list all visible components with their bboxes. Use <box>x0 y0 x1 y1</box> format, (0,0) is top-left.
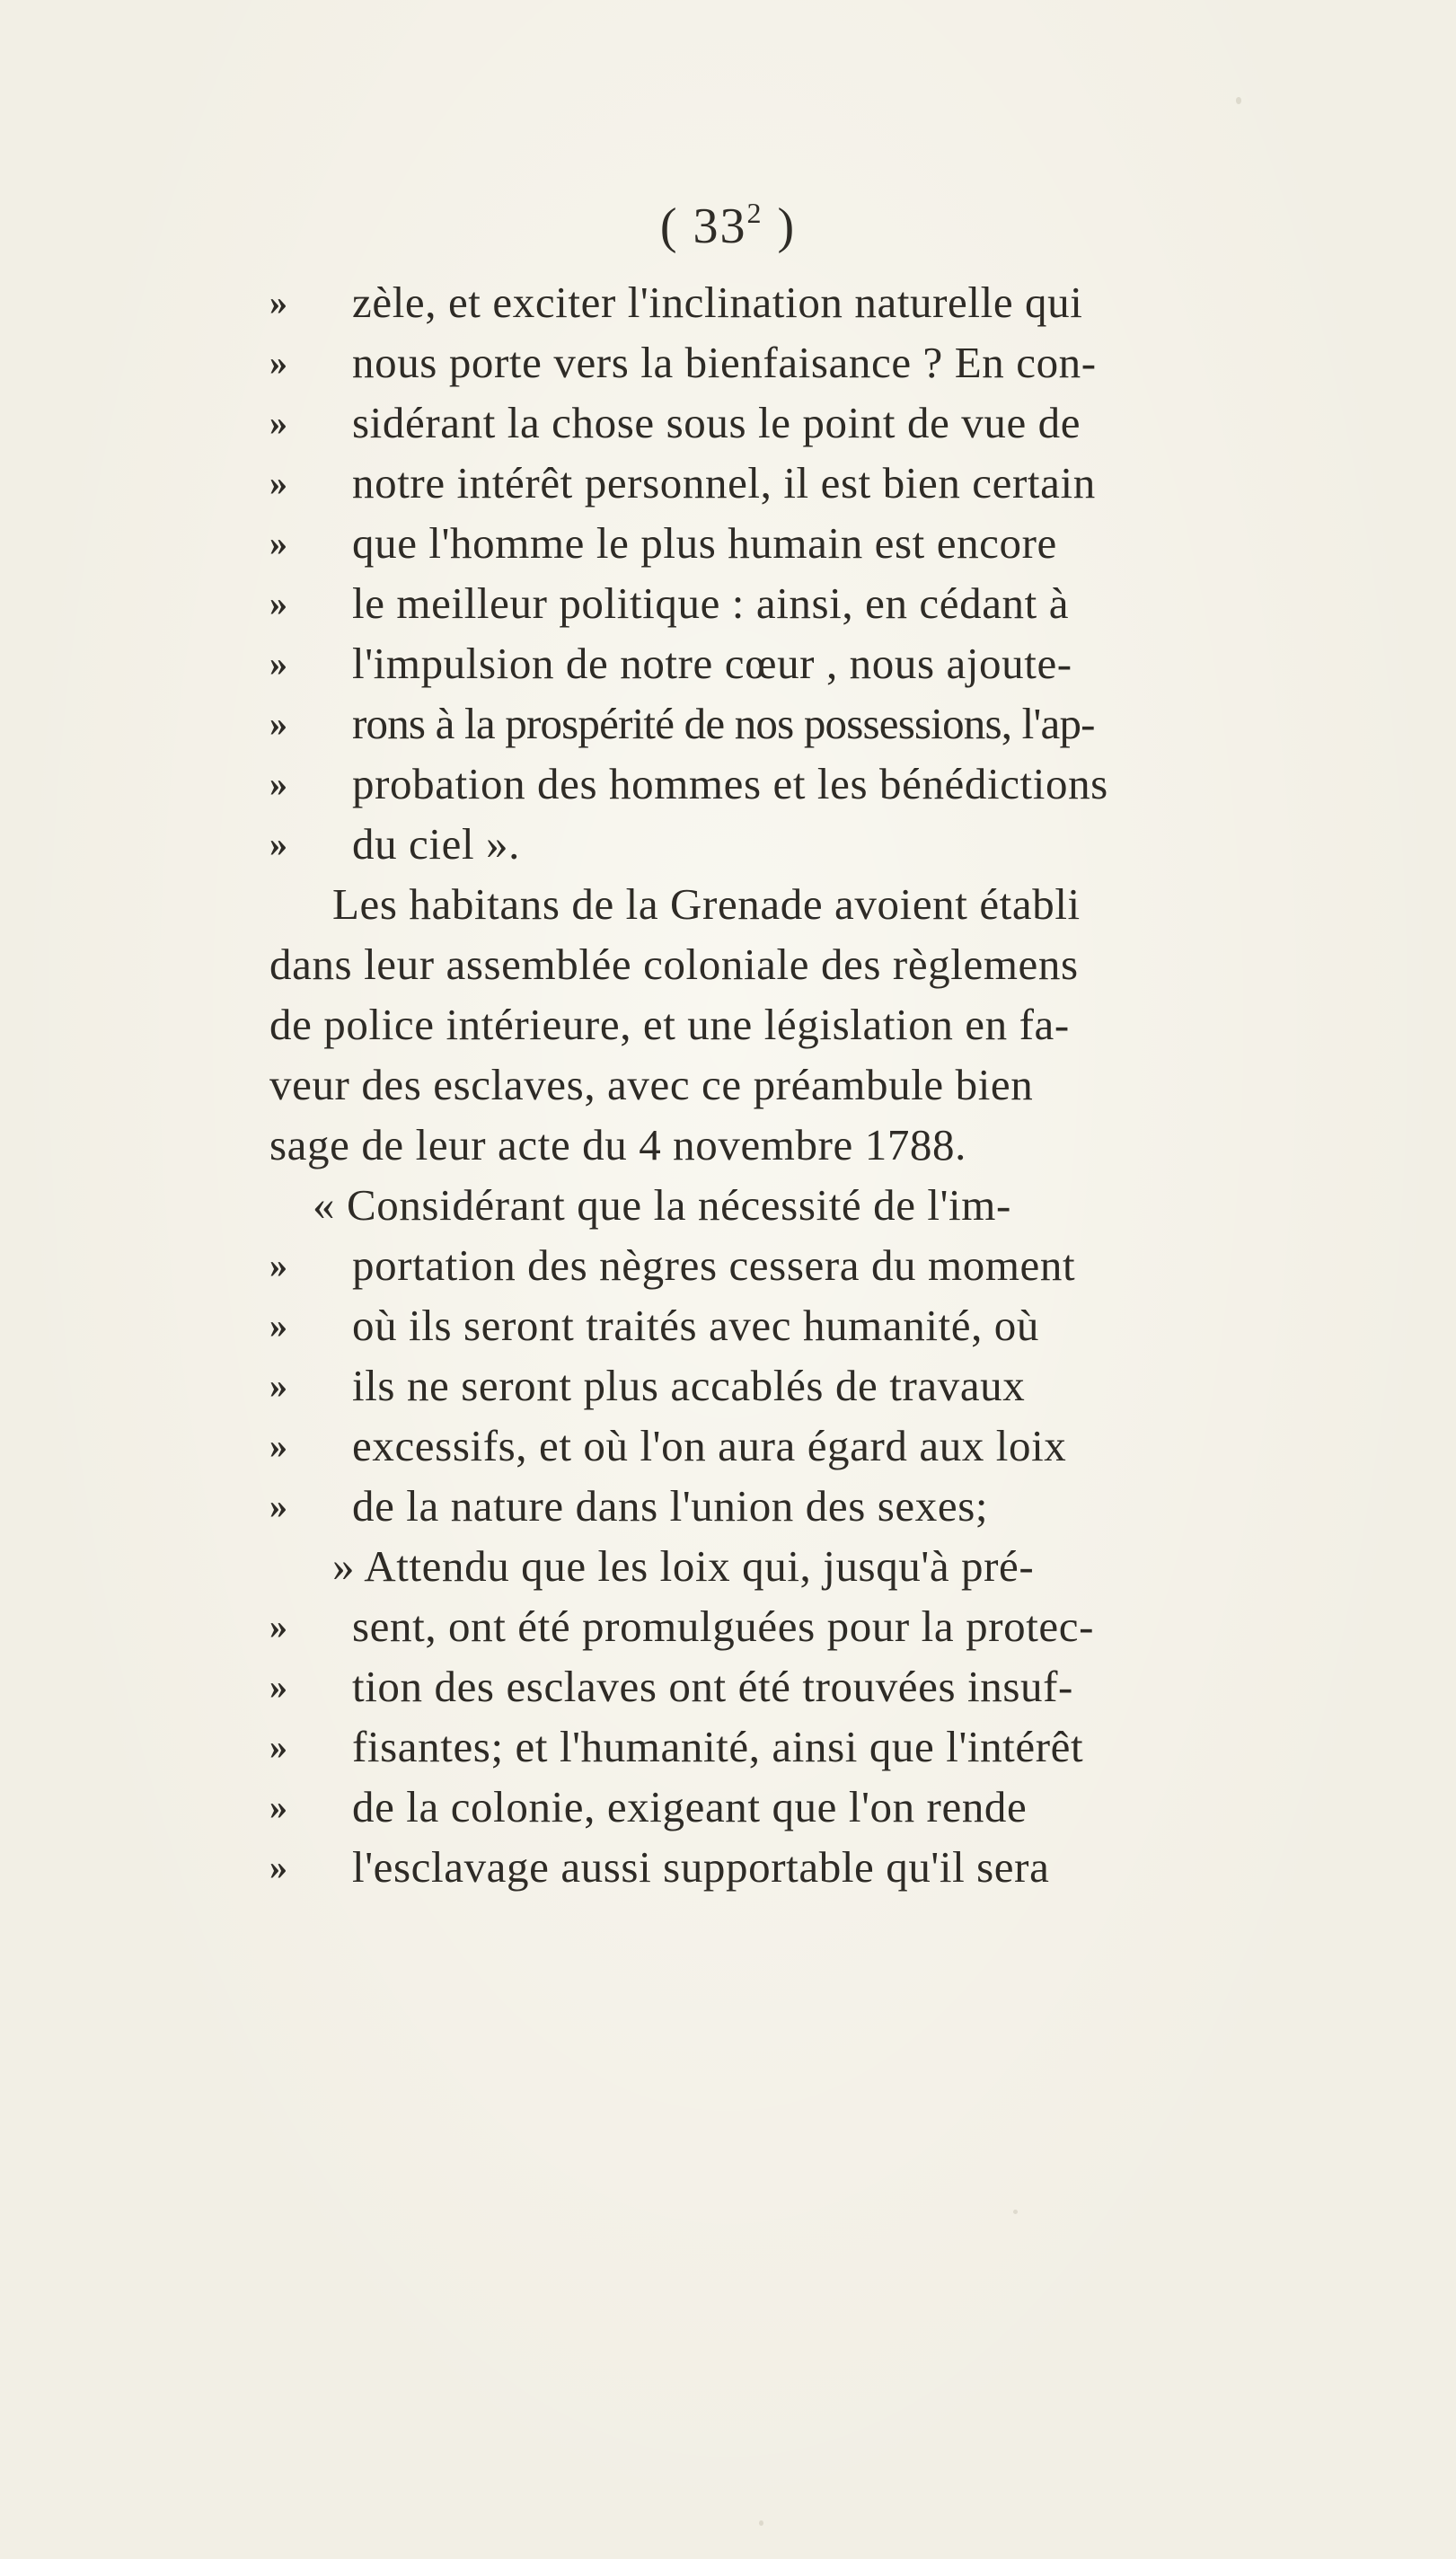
page-number: ( $33^2$ ) <box>659 197 797 254</box>
book-page: ( $33^2$ ) » zèle, et exciter l'inclination naturelle qui » nous porte vers la bienfaisance ? En con- » sidérant la chose sous le point de vue de » notre intérêt personnel, il est bien certain » que l'homme le plus humain est encore » le meilleur politique : ainsi, en cédant à » l'impulsion de notre cœur , nous ajoute- » rons à la prospérité de nos possessions, l'ap- » probation des hommes et les bénédictions » du ciel ». Les habitans de la Grenade avoient établi dans leur assemblée coloniale des règlemens de police intérieure, et une législation en fa- veur des esclaves, avec ce préambule bien sage de leur acte du 4 novembre 1788. « Considérant que la nécessité de l'im- » portation des nègres cessera du moment » où ils seront traités avec humanité, où » ils ne seront plus accablés de travaux » excessifs, et où l'on aura égard aux loix » de la nature dans l'union des sexes; » Attendu que les loix qui, jusqu'à pré- » sent, ont été promulguées pour la protec- » tion des esclaves ont été trouvées insuf- » fisantes; et l'humanité, ainsi que l'intérêt » de la colonie, exigeant que l'on rende » l'esclavage aussi supportable qu'il sera <box>0 0 1456 2559</box>
paper-speck <box>1013 2210 1018 2214</box>
paper-speck <box>759 2520 763 2526</box>
paper-speck <box>1236 97 1241 104</box>
